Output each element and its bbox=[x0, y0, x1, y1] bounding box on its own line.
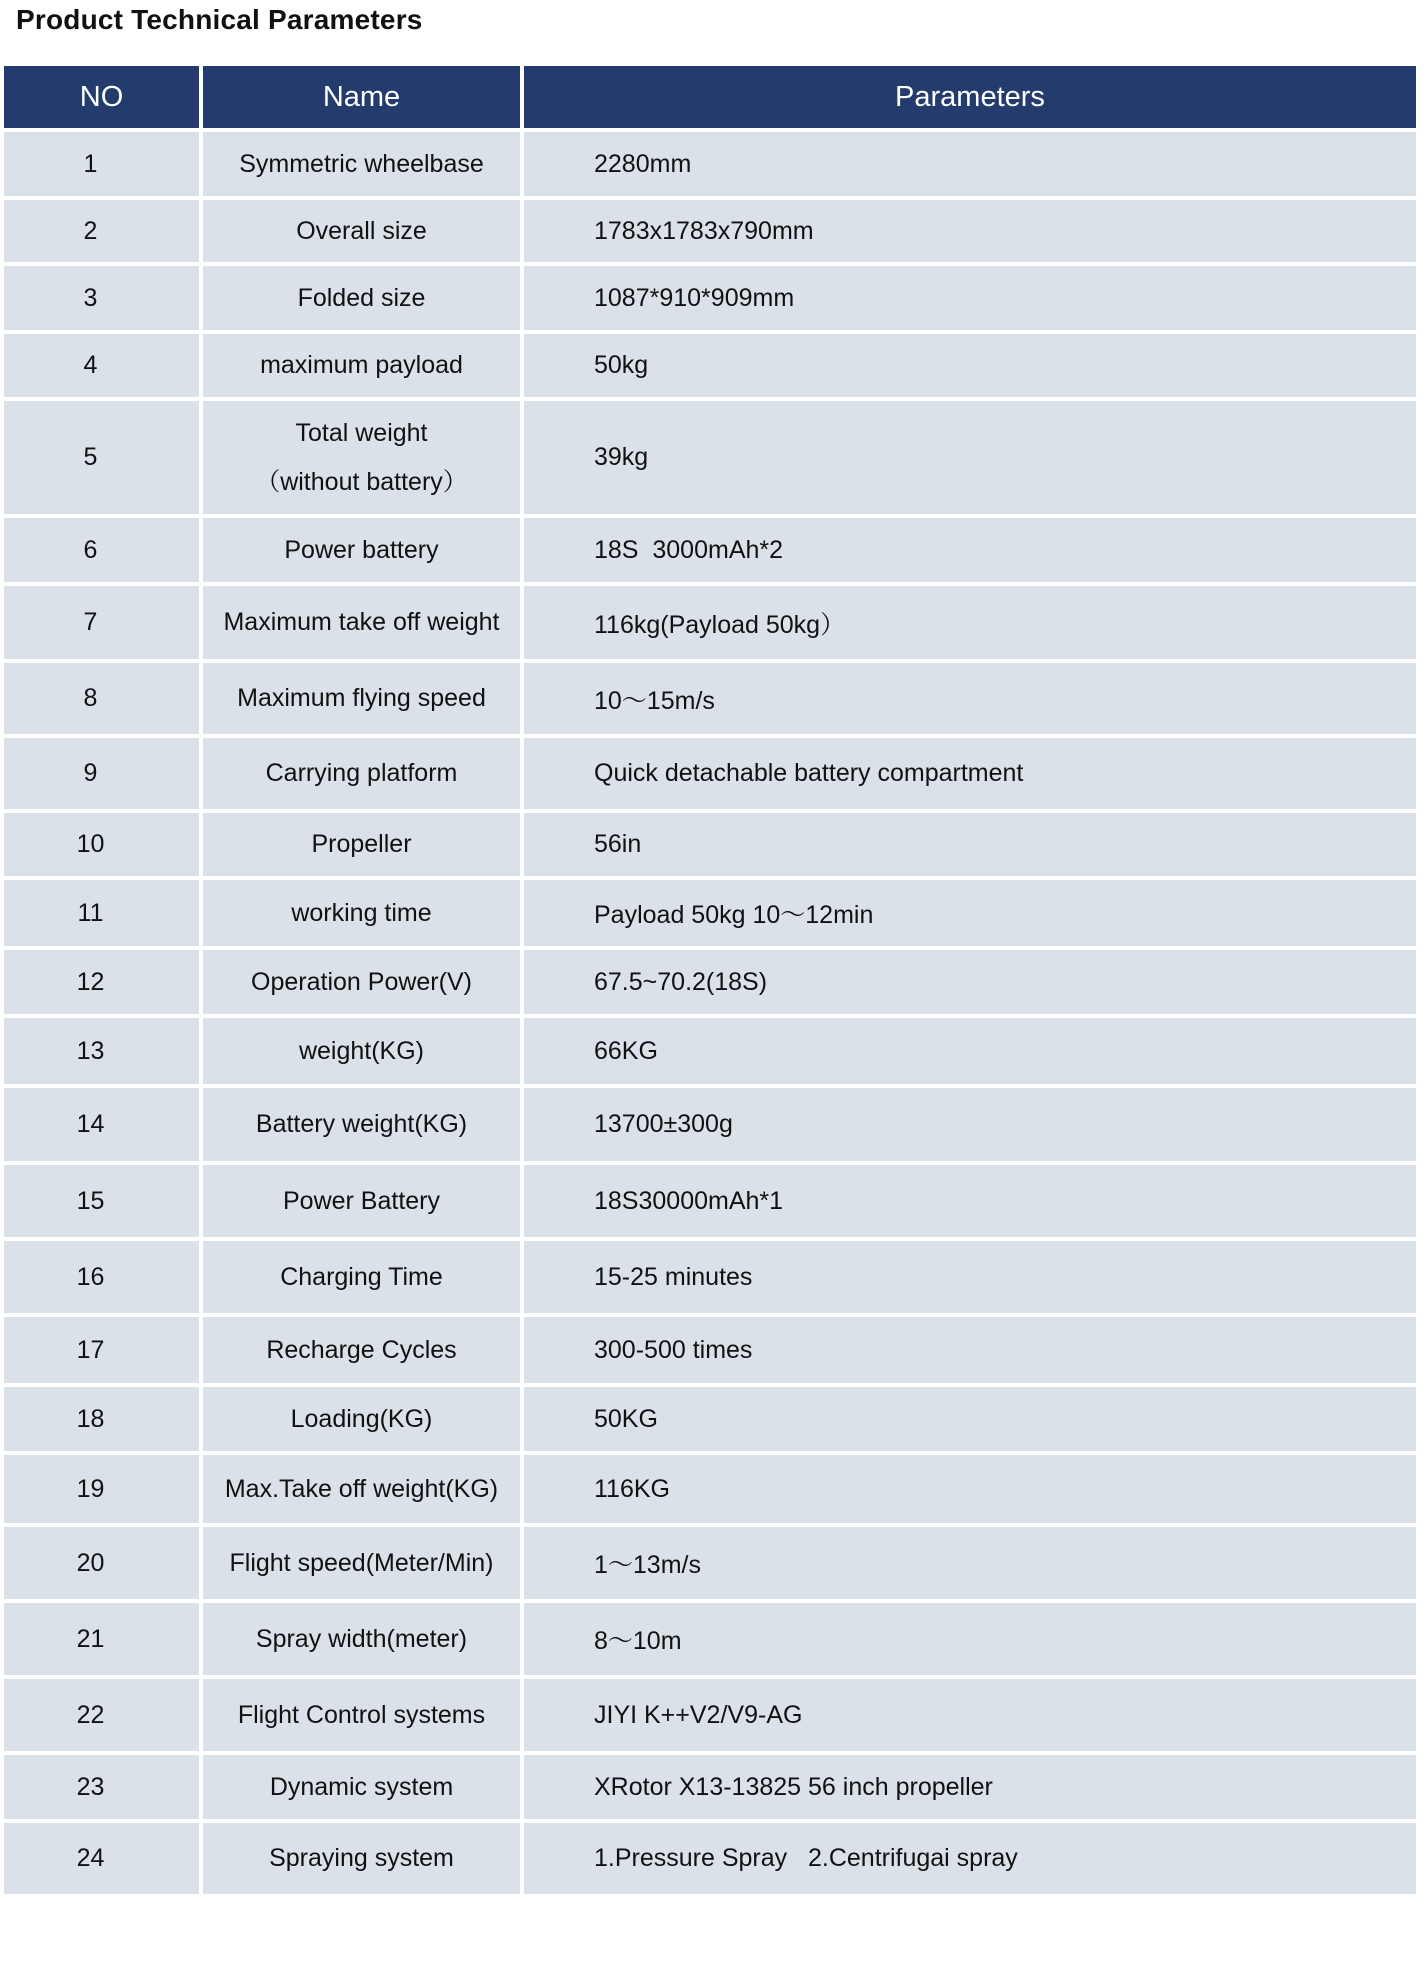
row-name: Loading(KG) bbox=[203, 1387, 520, 1451]
row-no: 12 bbox=[4, 950, 199, 1014]
row-name: Battery weight(KG) bbox=[203, 1088, 520, 1161]
table-row bbox=[4, 334, 1416, 397]
row-no: 2 bbox=[4, 200, 199, 262]
row-value: 67.5~70.2(18S) bbox=[524, 950, 1416, 1014]
row-no: 22 bbox=[4, 1679, 199, 1751]
header-parameters: Parameters bbox=[524, 66, 1416, 128]
row-no: 7 bbox=[4, 586, 199, 659]
table-row bbox=[4, 1088, 1416, 1161]
row-value: 50kg bbox=[524, 334, 1416, 397]
table-body bbox=[4, 132, 1416, 1894]
row-value: 50KG bbox=[524, 1387, 1416, 1451]
row-name: Flight Control systems bbox=[203, 1679, 520, 1751]
row-value: Payload 50kg 10～12min bbox=[524, 880, 1416, 946]
row-no: 3 bbox=[4, 266, 199, 330]
row-value: Quick detachable battery compartment bbox=[524, 738, 1416, 809]
row-name: Dynamic system bbox=[203, 1755, 520, 1819]
table-row bbox=[4, 266, 1416, 330]
header-row bbox=[4, 66, 1416, 128]
table-header bbox=[4, 66, 1416, 128]
row-no: 4 bbox=[4, 334, 199, 397]
header-no: NO bbox=[4, 66, 199, 128]
row-name: Spray width(meter) bbox=[203, 1603, 520, 1675]
row-name: Max.Take off weight(KG) bbox=[203, 1455, 520, 1523]
table-row bbox=[4, 1755, 1416, 1819]
row-no: 10 bbox=[4, 813, 199, 876]
table-row bbox=[4, 950, 1416, 1014]
row-name: weight(KG) bbox=[203, 1018, 520, 1084]
row-value: 1～13m/s bbox=[524, 1527, 1416, 1599]
row-name-line2: （without battery） bbox=[255, 467, 468, 496]
row-name: Maximum flying speed bbox=[203, 663, 520, 734]
row-name: Symmetric wheelbase bbox=[203, 132, 520, 196]
row-name: working time bbox=[203, 880, 520, 946]
row-name: Operation Power(V) bbox=[203, 950, 520, 1014]
row-no: 18 bbox=[4, 1387, 199, 1451]
row-name: Carrying platform bbox=[203, 738, 520, 809]
row-no: 14 bbox=[4, 1088, 199, 1161]
table-row bbox=[4, 1317, 1416, 1383]
row-name-line1: Total weight bbox=[295, 418, 428, 447]
row-name: Flight speed(Meter/Min) bbox=[203, 1527, 520, 1599]
table-row bbox=[4, 663, 1416, 734]
row-value: 10～15m/s bbox=[524, 663, 1416, 734]
row-no: 11 bbox=[4, 880, 199, 946]
table-row bbox=[4, 813, 1416, 876]
header-name: Name bbox=[203, 66, 520, 128]
row-value: 18S 3000mAh*2 bbox=[524, 518, 1416, 582]
row-value: XRotor X13-13825 56 inch propeller bbox=[524, 1755, 1416, 1819]
row-no: 23 bbox=[4, 1755, 199, 1819]
row-value: 300-500 times bbox=[524, 1317, 1416, 1383]
row-name: Power battery bbox=[203, 518, 520, 582]
row-name: Power Battery bbox=[203, 1165, 520, 1237]
row-no: 15 bbox=[4, 1165, 199, 1237]
table-row bbox=[4, 1455, 1416, 1523]
row-no: 19 bbox=[4, 1455, 199, 1523]
row-value: 1783x1783x790mm bbox=[524, 200, 1416, 262]
parameters-table bbox=[0, 62, 1420, 1898]
row-name: Maximum take off weight bbox=[203, 586, 520, 659]
table-row bbox=[4, 1241, 1416, 1313]
row-name: maximum payload bbox=[203, 334, 520, 397]
row-value: 66KG bbox=[524, 1018, 1416, 1084]
row-no: 1 bbox=[4, 132, 199, 196]
row-name: Folded size bbox=[203, 266, 520, 330]
row-value: 39kg bbox=[524, 401, 1416, 514]
row-value: 15-25 minutes bbox=[524, 1241, 1416, 1313]
table-row bbox=[4, 880, 1416, 946]
table-row bbox=[4, 1387, 1416, 1451]
row-name bbox=[203, 401, 520, 514]
page-title: Product Technical Parameters bbox=[16, 4, 423, 35]
table-row bbox=[4, 132, 1416, 196]
row-no: 24 bbox=[4, 1823, 199, 1894]
row-no: 6 bbox=[4, 518, 199, 582]
row-no: 9 bbox=[4, 738, 199, 809]
row-value: 56in bbox=[524, 813, 1416, 876]
row-no: 5 bbox=[4, 401, 199, 514]
table-row bbox=[4, 401, 1416, 514]
table-row bbox=[4, 1165, 1416, 1237]
row-no: 13 bbox=[4, 1018, 199, 1084]
row-value: 8～10m bbox=[524, 1603, 1416, 1675]
row-no: 21 bbox=[4, 1603, 199, 1675]
table-row bbox=[4, 518, 1416, 582]
row-name: Recharge Cycles bbox=[203, 1317, 520, 1383]
row-no: 20 bbox=[4, 1527, 199, 1599]
table-row bbox=[4, 586, 1416, 659]
table-row bbox=[4, 1679, 1416, 1751]
table-row bbox=[4, 1527, 1416, 1599]
row-value: 2280mm bbox=[524, 132, 1416, 196]
table-row bbox=[4, 738, 1416, 809]
row-no: 8 bbox=[4, 663, 199, 734]
row-name: Charging Time bbox=[203, 1241, 520, 1313]
row-value: 116kg(Payload 50kg） bbox=[524, 586, 1416, 659]
row-value: 1087*910*909mm bbox=[524, 266, 1416, 330]
row-name: Propeller bbox=[203, 813, 520, 876]
table-row bbox=[4, 200, 1416, 262]
row-value: 13700±300g bbox=[524, 1088, 1416, 1161]
row-name: Spraying system bbox=[203, 1823, 520, 1894]
table-row bbox=[4, 1823, 1416, 1894]
row-value: 116KG bbox=[524, 1455, 1416, 1523]
row-name: Overall size bbox=[203, 200, 520, 262]
table-row bbox=[4, 1018, 1416, 1084]
row-value: 1.Pressure Spray 2.Centrifugai spray bbox=[524, 1823, 1416, 1894]
row-value: JIYI K++V2/V9-AG bbox=[524, 1679, 1416, 1751]
table-row bbox=[4, 1603, 1416, 1675]
row-value: 18S30000mAh*1 bbox=[524, 1165, 1416, 1237]
row-no: 16 bbox=[4, 1241, 199, 1313]
row-no: 17 bbox=[4, 1317, 199, 1383]
